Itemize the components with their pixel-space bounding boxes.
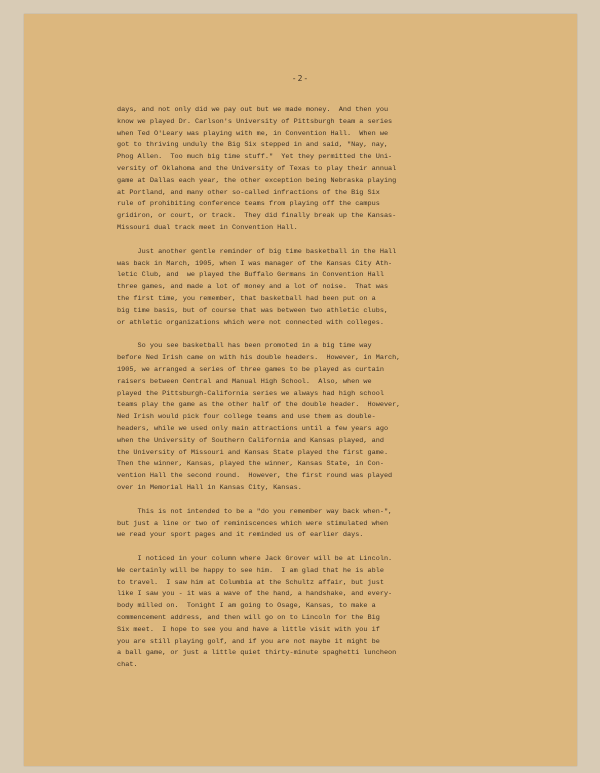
text-line: This is not intended to be a "do you remember way back when-", [117,507,393,516]
text-line: 1905, we arranged a series of three games to be played as curtain [117,365,384,374]
text-line: like I saw you - it was a wave of the hand, a handshake, and every- [117,590,393,599]
text-line: days, and not only did we pay out but we made money. And then you [117,106,389,114]
text-line: played the Pittsburgh-California series we always had high school [117,389,384,398]
text-line: when the University of Southern California and Kansas played, and [117,436,384,445]
text-line: big time basis, but of course that was between two athletic clubs, [117,306,389,315]
text-line: commencement address, and then will go on to Lincoln for the Big [117,614,380,623]
letter-body [117,105,489,684]
text-line: before Ned Irish came on with his double headers. However, in March, [117,354,401,363]
text-line: the first time, you remember, that basketball had been put on a [117,294,376,303]
text-line: We certainly will be happy to see him. I am glad that he is able [117,566,384,575]
text-line: rule of prohibiting conference teams from playing off the campus [117,200,380,209]
page-number: -2- [291,74,310,83]
text-line: but just a line or two of reminiscences which were stimulated when [117,519,389,528]
text-line: Just another gentle reminder of big time basketball in the Hall [117,247,397,256]
text-line: know we played Dr. Carlson's University of Pittsburgh team a series [117,117,393,126]
text-line: vention Hall the second round. However, the first round was played [117,472,393,481]
text-line: was back in March, 1905, when I was manager of the Kansas City Ath- [117,259,393,268]
paragraph [117,247,489,330]
text-line: at Portland, and many other so-called infractions of the Big Six [117,188,380,197]
document-page [24,14,577,766]
text-line: got to thriving unduly the Big Six stepped in and said, "Nay, nay, [117,141,389,150]
text-line: Six meet. I hope to see you and have a little visit with you if [117,625,380,634]
text-line: versity of Oklahoma and the University of Texas to play their annual [117,164,397,173]
text-line: the University of Missouri and Kansas State played the first game. [117,448,389,457]
text-line: body milled on. Tonight I am going to Osage, Kansas, to make a [117,602,376,611]
paragraph [117,341,489,494]
paragraph [117,554,489,672]
text-line: gridiron, or court, or track. They did finally break up the Kansas- [117,212,397,221]
text-line: I noticed in your column where Jack Grover will be at Lincoln. [117,555,393,564]
text-line: three games, and made a lot of money and a lot of noise. That was [117,283,389,292]
paragraph [117,507,489,542]
text-line: Then the winner, Kansas, played the winner, Kansas State, in Con- [117,460,384,469]
text-line: letic Club, and we played the Buffalo Germans in Convention Hall [117,271,384,280]
text-line: Ned Irish would pick four college teams and use them as double- [117,413,376,422]
text-line: a ball game, or just a little quiet thirty-minute spaghetti luncheon [117,649,397,658]
text-line: chat. [117,661,138,670]
text-line: raisers between Central and Manual High School. Also, when we [117,377,372,386]
text-line: to travel. I saw him at Columbia at the Schultz affair, but just [117,578,384,587]
text-line: when Ted O'Leary was playing with me, in Convention Hall. When we [117,129,389,138]
text-line: Phog Allen. Too much big time stuff." Yet they permitted the Uni- [117,153,393,162]
text-line: you are still playing golf, and if you are not maybe it might be [117,637,380,646]
text-line: headers, while we used only main attractions until a few years ago [117,424,389,433]
text-line: over in Memorial Hall in Kansas City, Kansas. [117,483,302,492]
text-line: Missouri dual track meet in Convention Hall. [117,223,298,232]
text-line: we read your sport pages and it reminded us of earlier days. [117,531,364,540]
text-line: game at Dallas each year, the other exception being Nebraska playing [117,176,397,185]
text-line: So you see basketball has been promoted in a big time way [117,342,372,351]
paragraph [117,105,489,235]
text-line: or athletic organizations which were not connected with colleges. [117,318,384,327]
text-line: teams play the game as the other half of the double header. However, [117,401,401,410]
